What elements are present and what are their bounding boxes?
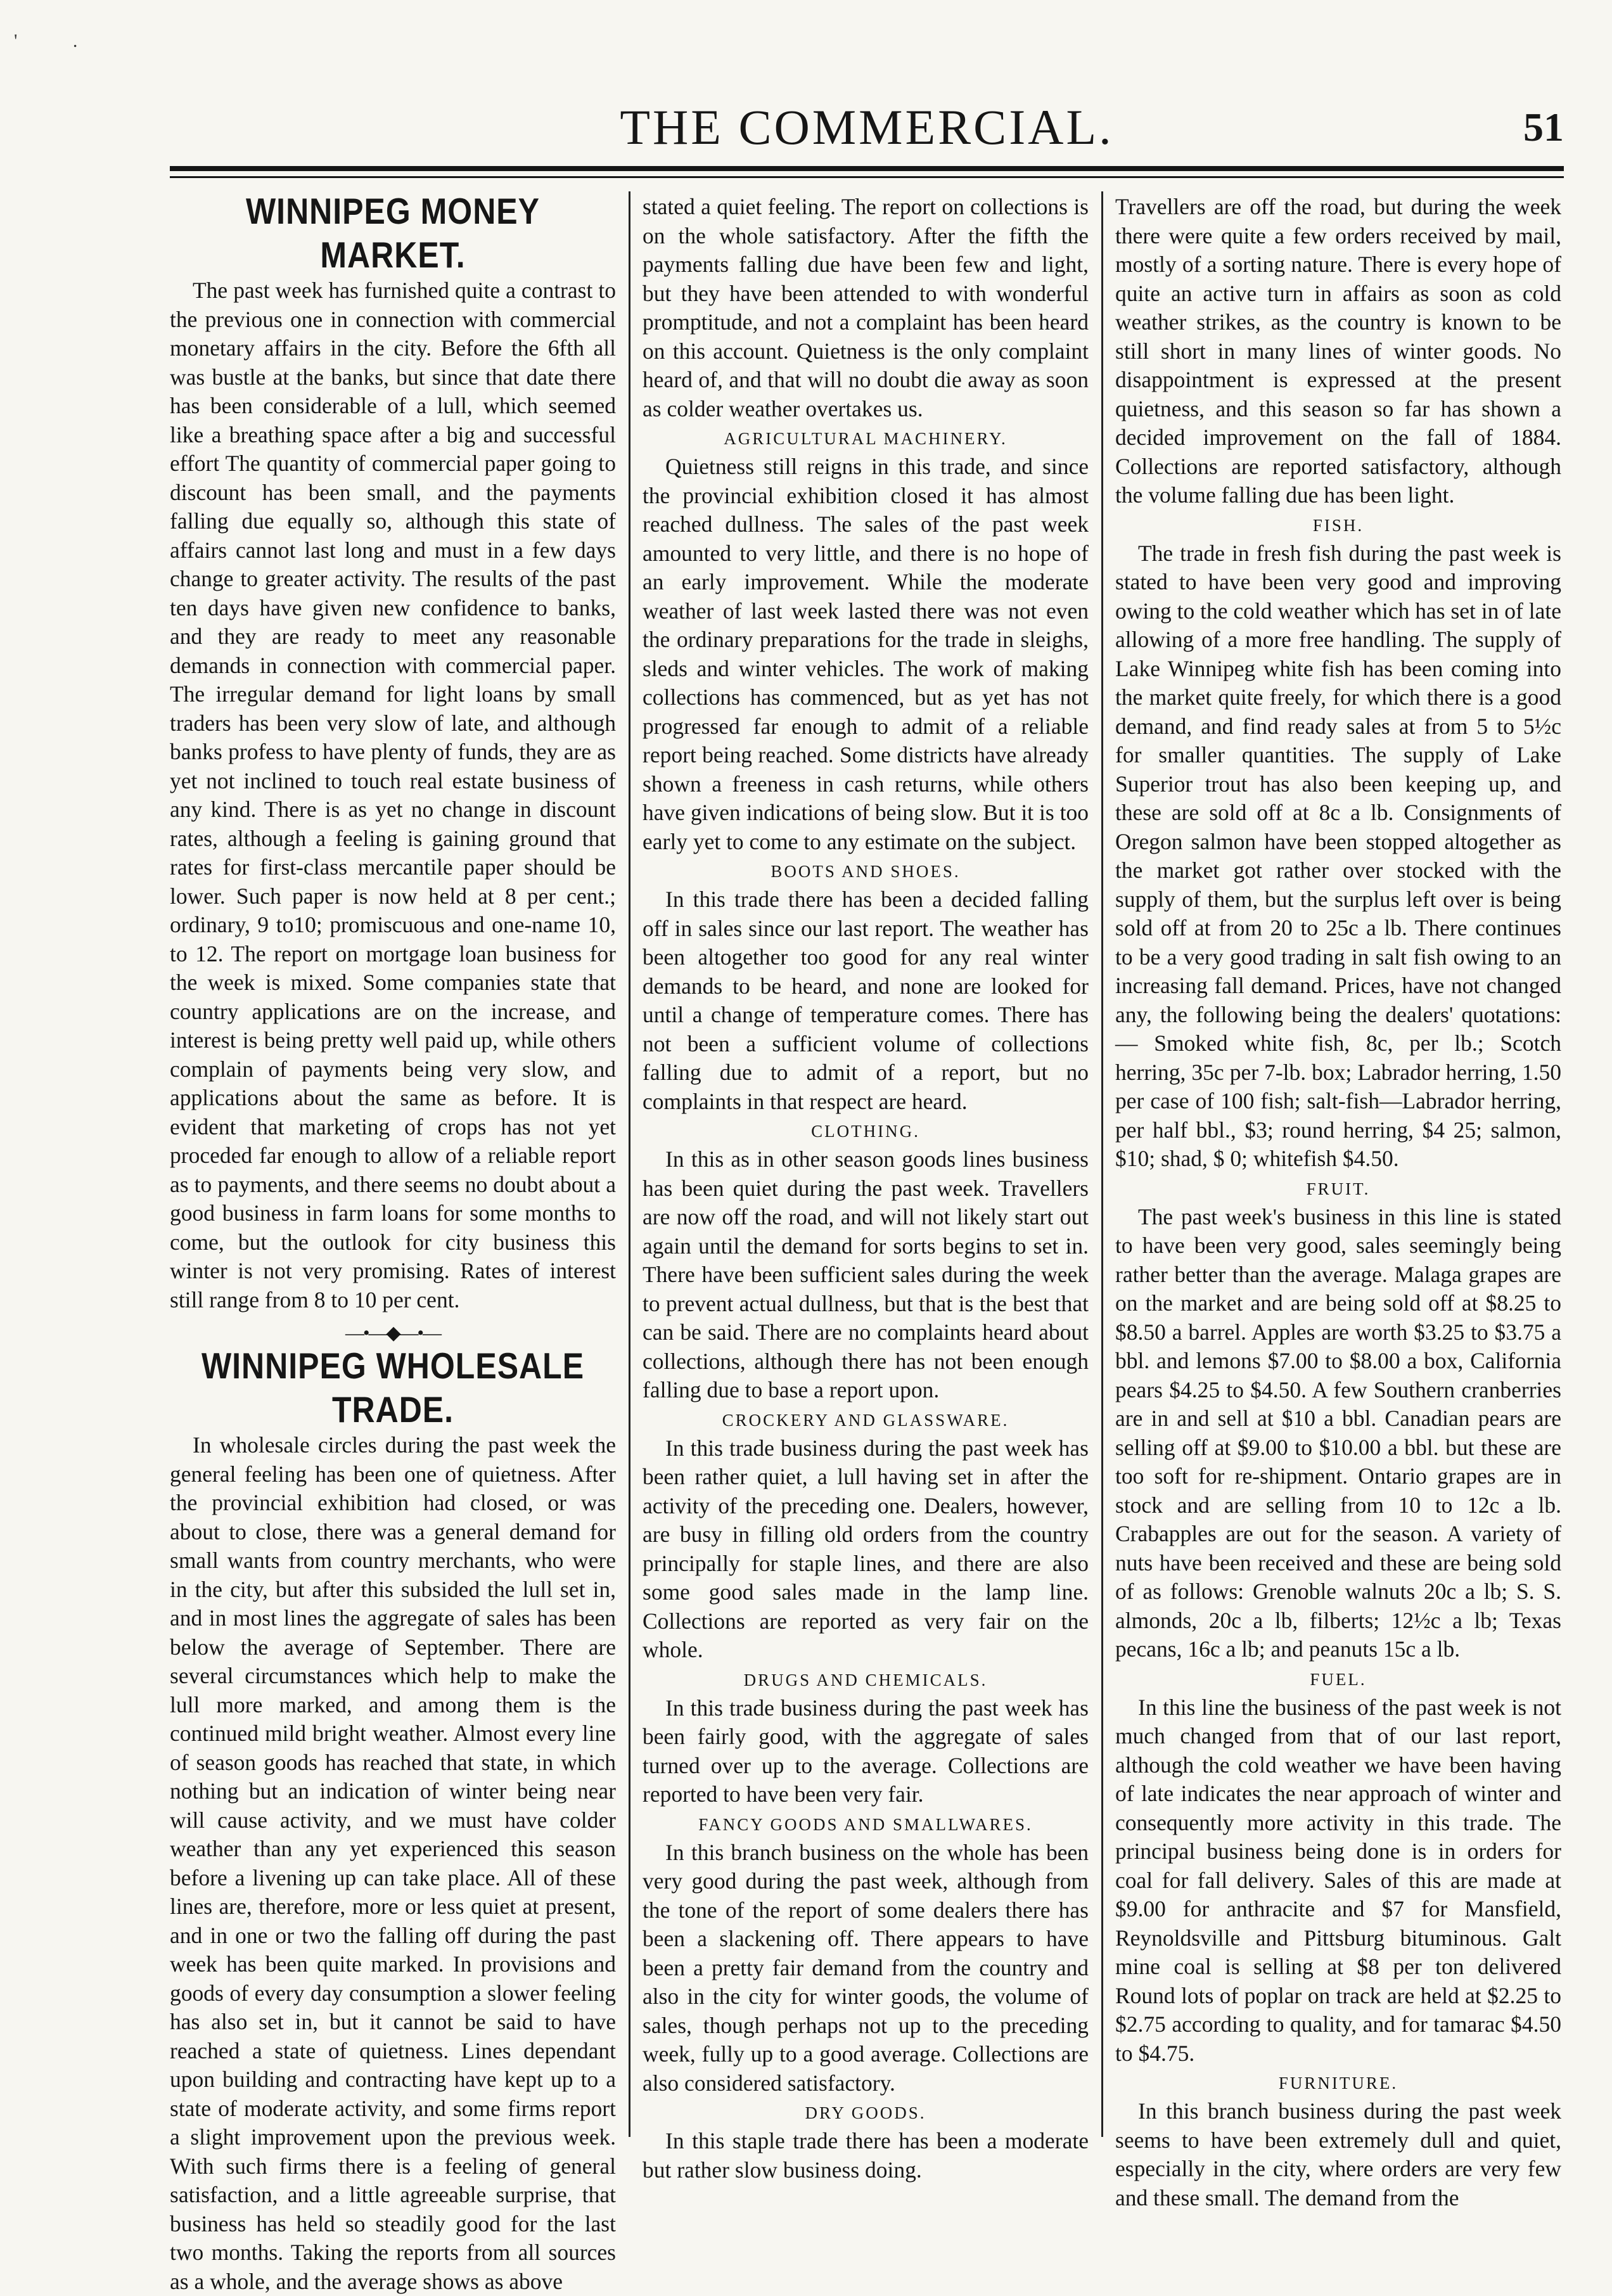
section-dry-goods: In this staple trade there has been a moderate but rather slow business doing.	[643, 2128, 1089, 2183]
subhead-furniture: FURNITURE.	[1278, 2074, 1398, 2093]
subhead-drugs: DRUGS AND CHEMICALS.	[743, 1670, 988, 1690]
section-clothing: In this as in other season goods lines business has been quiet during the past week. Travellers are now off the road, and will not likely start out again until the demand for sorts begins to set in. There have been sufficient sales during the week to prevent actual dullness, but that is the best that can be said. There are no complaints heard about collections, although there has not been enough falling due to base a report upon.	[643, 1146, 1089, 1402]
section-fuel: In this line the business of the past week is not much changed from that of our last report, although the cold weather we have been having of late indicates the near approach of winter and consequently more activity in this trade. The principal business being done is in orders for coal for fall delivery. Sales of this are made at $9.00 for anthracite and $7 for Mansfield, Reynoldsville and Pittsburg bituminous. Galt mine coal is selling at $8 per ton delivered Round lots of poplar on track are held at $2.25 to $2.75 according to quality, and for tamarac $4.50 to $4.75.	[1115, 1694, 1561, 2066]
subhead-fancy-goods: FANCY GOODS AND SMALLWARES.	[698, 1814, 1033, 1834]
headline-money-market: WINNIPEG MONEY MARKET.	[245, 191, 541, 276]
article-wholesale-trade: In wholesale circles during the past week the general feeling has been one of quietness. After the provincial exhibition had closed, or was about to close, there was a general demand for small wants from country merchants, who were in the city, but after this subsided the lull set in, and in most lines the aggregate of sales has been below the average of September. There are several circumstances which help to make the lull more marked, and among them is the continued mild bright weather. Almost every line of season goods has reached that state, in which nothing but an indication of winter being near will cause activity, and we must have colder weather than any yet experienced this season before a livening up can take place. All of these lines are, therefore, more or less quiet at present, and in one or two the falling off during the past week has been quite marked. In provisions and goods of every day consumption a slower feeling has also set in, but it cannot be said to have reached a state of quietness. Lines dependant upon building and contracting have kept up to a state of moderate activity, and some firms report a slight improvement upon the previous week. With such firms there is a feeling of general satisfaction, and a little agreeable surprise, that business has held so steadily good for the last two months. Taking the reports from all sources as a whole, and the average shows as above	[170, 1432, 616, 2294]
headline-wholesale-trade: WINNIPEG WHOLESALE TRADE.	[201, 1345, 585, 1430]
section-fancy-goods: In this branch business on the whole has been very good during the past week, although from the tone of the report of some dealers there has been a slackening off. There appears to have been a pretty fair demand from the country and also in the city for winter goods, the volume of sales, though perhaps not up to the preceding week, fully up to a good average. Collections are also considered satisfactory.	[643, 1839, 1089, 2096]
section-crockery: In this trade business during the past week has been rather quiet, a lull having set in after the activity of the preceding one. Dealers, however, are busy in filling old orders from the country principally for staple lines, and there are also some good sales made in the lamp line. Collections are reported as very fair on the whole.	[643, 1435, 1089, 1662]
column-divider	[629, 191, 630, 2137]
section-drugs: In this trade business during the past week has been fairly good, with the aggregate of sales turned over up to the average. Collections are reported to have been very fair.	[643, 1695, 1089, 1807]
section-dry-goods-continued: Travellers are off the road, but during the week there were quite a few orders received by mail, mostly of a sorting nature. There is every hope of quite an active turn in affairs as soon as cold weather strikes, as the country is known to be still short in many lines of winter goods. No disappointment is expressed at the present quietness, and this season so far has shown a decided improvement on the fall of 1884. Collections are reported satisfactory, although the volume falling due has been light.	[1115, 194, 1561, 508]
subhead-fish: FISH.	[1312, 515, 1364, 535]
section-boots-and-shoes: In this trade there has been a decided falling off in sales since our last report. The weather has been altogether too good for any real winter demands to be heard, and none are looked for until a change of temperature comes. There has not been a sufficient volume of collections falling due to admit of a report, but no complaints in that respect are heard.	[643, 887, 1089, 1114]
section-ornament: —•—◆—•—	[345, 1323, 441, 1344]
article-continuation: stated a quiet feeling. The report on collections is on the whole satisfactory. After the fifth the payments falling due have been few and light, but they have been attended to with wonderful promptitude, and not a complaint has been heard on this account. Quietness is the only complaint heard of, and that will no doubt die away as soon as colder weather overtakes us.	[643, 194, 1089, 421]
page-number: 51	[1523, 105, 1564, 150]
column-2	[643, 193, 1089, 2183]
subhead-crockery: CROCKERY AND GLASSWARE.	[722, 1410, 1009, 1430]
masthead-rule-thin	[170, 176, 1564, 178]
subhead-boots-and-shoes: BOOTS AND SHOES.	[771, 862, 961, 881]
section-agricultural-machinery: Quietness still reigns in this trade, and since the provincial exhibition closed it has almost reached dullness. The sales of the past week amounted to very little, and there is no hope of an early improvement. While the moderate weather of last week lasted there was not even the ordinary preparations for the trade in sleighs, sleds and winter vehicles. The work of making collections has commenced, but as yet has not progressed far enough to admit of a reliable report being reached. Some districts have already shown a freeness in cash returns, while others have given indications of being slow. But it is too early yet to come to any estimate on the subject.	[643, 454, 1089, 854]
column-divider	[1101, 191, 1103, 2137]
subhead-dry-goods: DRY GOODS.	[805, 2103, 926, 2122]
masthead	[170, 99, 1564, 169]
section-fish: The trade in fresh fish during the past week is stated to have been very good and improving owing to the cold weather which has set in of late allowing of a more free handling. The supply of Lake Winnipeg white fish has been coming into the market quite freely, for which there is a good demand, and find ready sales at from 5 to 5½c for smaller quantities. The supply of Lake Superior trout has also been keeping up, and these are sold off at 8c a lb. Consignments of Oregon salmon have been stopped altogether as the market got rather over stocked with the supply of them, but the surplus left over is being sold off at from 20 to 25c a lb. There continues to be a very good trading in salt fish owing to an increasing fall demand. Prices, have not changed any, the following being the dealers' quotations: — Smoked white fish, 8c, per lb.; Scotch herring, 35c per 7-lb. box; Labrador herring, 1.50 per case of 100 fish; salt-fish—Labrador herring, per half bbl., $3; round herring, $4 25; salmon, $10; shad, $ 0; whitefish $4.50.	[1115, 540, 1561, 1171]
subhead-fruit: FRUIT.	[1306, 1179, 1371, 1198]
subhead-fuel: FUEL.	[1310, 1669, 1367, 1689]
masthead-title: THE COMMERCIAL.	[620, 99, 1114, 155]
masthead-rule-thick	[170, 166, 1564, 171]
section-fruit: The past week's business in this line is stated to have been very good, sales seemingly being rather better than the average. Malaga grapes are on the market and are being sold off at $8.25 to $8.50 a barrel. Apples are worth $3.25 to $3.75 a bbl. and lemons $7.00 to $8.00 a box, California pears $4.25 to $4.50. A few Southern cranberries are in and sell at $10 a bbl. Canadian pears are selling off at $9.00 to $10.00 a bbl. but these are too soft for re-shipment. Ontario grapes are in stock and are selling from 10 to 12c a lb. Crabapples are out for the season. A variety of nuts have been received and these are being sold of as follows: Grenoble walnuts 20c a lb; S. S. almonds, 20c a lb, filberts; 12½c a lb; Texas pecans, 16c a lb; and peanuts 15c a lb.	[1115, 1203, 1561, 1662]
subhead-clothing: CLOTHING.	[811, 1122, 920, 1141]
corner-marks: ' .	[14, 30, 103, 51]
column-1	[170, 191, 616, 2294]
article-money-market: The past week has furnished quite a contrast to the previous one in connection with commercial monetary affairs in the city. Before the 6fth all was bustle at the banks, but since that date there has been considerable of a lull, which seemed like a breathing space after a big and successful effort The quantity of commercial paper going to discount has been small, and the payments falling due equally so, although this state of affairs cannot last long and must in a few days change to greater activity. The results of the past ten days have given new confidence to banks, and they are ready to meet any reasonable demands in connection with commercial paper. The irregular demand for light loans by small traders has been very slow of late, and although banks profess to have plenty of funds, they are as yet not inclined to touch real estate business of any kind. There is as yet no change in discount rates, although a feeling is gaining ground that rates for first-class mercantile paper should be lower. Such paper is now held at 8 per cent.; ordinary, 9 to10; promiscuous and one-name 10, to 12. The report on mortgage loan business for the week is mixed. Some companies state that country applications are on the increase, and interest is being pretty well paid up, while others complain of payments being very slow, and applications about the same as before. It is evident that marketing of crops has not yet proceded far enough to allow of a reliable report as to payments, and there seems no doubt about a good business in farm loans for some months to come, but the outlook for city business this winter is not very promising. Rates of interest still range from 8 to 10 per cent.	[170, 278, 616, 1312]
subhead-agricultural-machinery: AGRICULTURAL MACHINERY.	[724, 429, 1008, 448]
section-furniture: In this branch business during the past week seems to have been extremely dull and quiet, especially in the city, where orders are very few and these small. The demand from the	[1115, 2098, 1561, 2210]
column-3	[1115, 193, 1561, 2210]
